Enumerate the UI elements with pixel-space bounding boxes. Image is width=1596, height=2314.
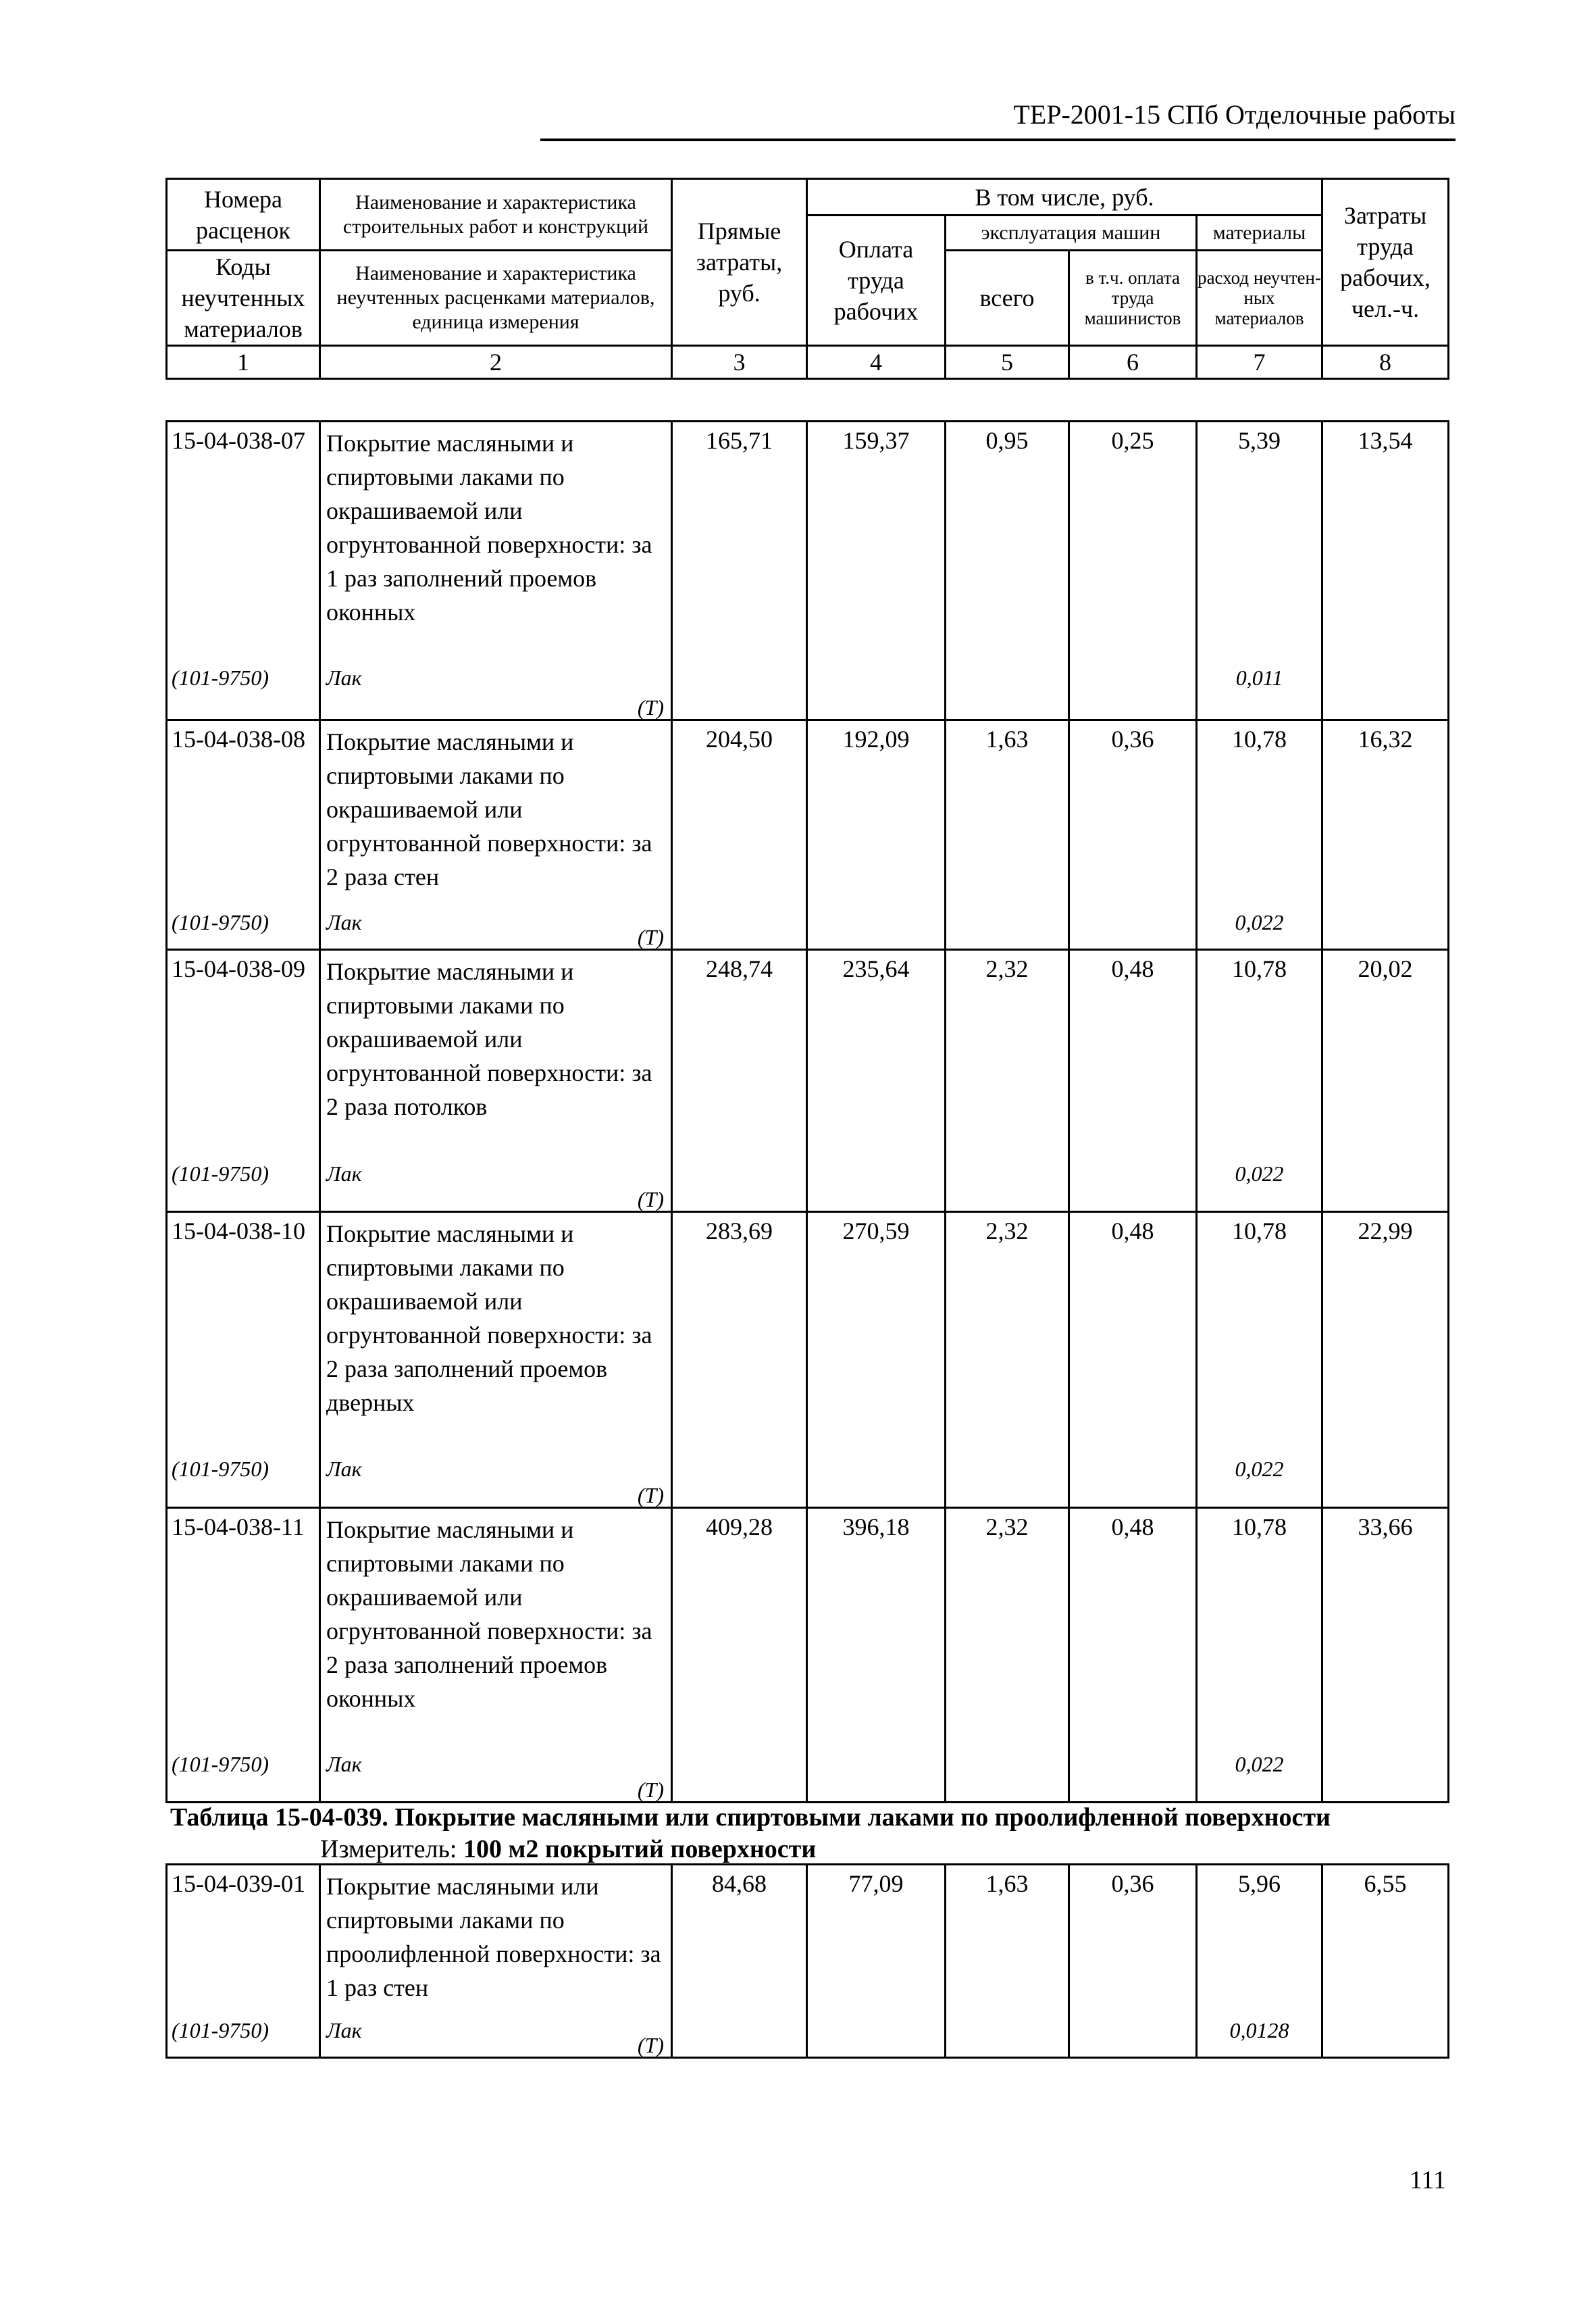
document-header-title: ТЕР-2001-15 СПб Отделочные работы bbox=[1013, 99, 1456, 130]
col-number: 5 bbox=[946, 346, 1069, 379]
measure-value: 100 м2 покрытий поверхности bbox=[463, 1835, 817, 1863]
col-header-unaccounted-materials: расход неучтен-ных материалов bbox=[1197, 251, 1322, 346]
material-row bbox=[167, 638, 1449, 720]
labor-hours: 22,99 bbox=[1322, 1212, 1449, 1432]
material-name-text: Лак bbox=[326, 2017, 362, 2042]
material-name bbox=[320, 638, 672, 720]
col-header-machinist-pay: в т.ч. оплата труда машинистов bbox=[1069, 251, 1197, 346]
material-quantity: 0,022 bbox=[1197, 1138, 1322, 1212]
labor-pay: 192,09 bbox=[807, 720, 946, 897]
labor-hours: 20,02 bbox=[1322, 950, 1449, 1138]
material-row bbox=[167, 1432, 1449, 1508]
col-header-name-top: Наименование и характеристика строительных работ и конструкций bbox=[320, 179, 672, 251]
column-header-table bbox=[165, 178, 1449, 380]
labor-pay: 235,64 bbox=[807, 950, 946, 1138]
rates-table bbox=[165, 420, 1449, 1803]
material-name bbox=[320, 1728, 672, 1803]
material-code: (101-9750) bbox=[167, 1138, 320, 1212]
direct-costs: 84,68 bbox=[672, 1865, 807, 2005]
labor-pay: 396,18 bbox=[807, 1508, 946, 1728]
labor-hours: 16,32 bbox=[1322, 720, 1449, 897]
machinist-pay: 0,48 bbox=[1069, 950, 1197, 1138]
labor-pay: 159,37 bbox=[807, 422, 946, 638]
material-row bbox=[167, 1138, 1449, 1212]
material-code: (101-9750) bbox=[167, 897, 320, 950]
direct-costs: 283,69 bbox=[672, 1212, 807, 1432]
col-header-labor-pay: Оплата труда рабочих bbox=[807, 216, 946, 346]
col-header-labor-hours: Затраты труда рабочих, чел.-ч. bbox=[1322, 179, 1449, 346]
material-unit: (Т) bbox=[637, 1187, 664, 1211]
materials-cost: 10,78 bbox=[1197, 1212, 1322, 1432]
machines-total: 1,63 bbox=[946, 720, 1069, 897]
material-unit: (Т) bbox=[637, 925, 664, 949]
direct-costs: 165,71 bbox=[672, 422, 807, 638]
machines-total: 2,32 bbox=[946, 1508, 1069, 1728]
direct-costs: 204,50 bbox=[672, 720, 807, 897]
material-code: (101-9750) bbox=[167, 2005, 320, 2057]
table-row bbox=[167, 1508, 1449, 1728]
direct-costs: 248,74 bbox=[672, 950, 807, 1138]
col-number: 7 bbox=[1197, 346, 1322, 379]
col-header-machines-total: всего bbox=[946, 251, 1069, 346]
material-unit: (Т) bbox=[637, 1483, 664, 1507]
material-code: (101-9750) bbox=[167, 1728, 320, 1803]
rate-description: Покрытие масляными и спиртовыми лаками по окрашиваемой или огрунтованной поверхности: за 1 раз заполнений проемов оконных bbox=[320, 422, 672, 638]
table-row bbox=[167, 422, 1449, 638]
labor-pay: 77,09 bbox=[807, 1865, 946, 2005]
table-caption: Таблица 15-04-039. Покрытие масляными или спиртовыми лаками по проолифленной поверхности bbox=[170, 1803, 1331, 1832]
labor-hours: 33,66 bbox=[1322, 1508, 1449, 1728]
col-number: 6 bbox=[1069, 346, 1197, 379]
rate-code: 15-04-038-10 bbox=[167, 1212, 320, 1432]
rates-table-039 bbox=[165, 1863, 1449, 2059]
col-number: 8 bbox=[1322, 346, 1449, 379]
col-header-codes-bottom: Коды неучтенных материалов bbox=[167, 251, 320, 346]
material-name-text: Лак bbox=[326, 1161, 362, 1186]
rate-code: 15-04-038-07 bbox=[167, 422, 320, 638]
rate-description: Покрытие масляными и спиртовыми лаками по окрашиваемой или огрунтованной поверхности: за 2 раза потолков bbox=[320, 950, 672, 1138]
material-name bbox=[320, 1138, 672, 1212]
machinist-pay: 0,36 bbox=[1069, 1865, 1197, 2005]
materials-cost: 5,39 bbox=[1197, 422, 1322, 638]
col-number: 2 bbox=[320, 346, 672, 379]
table-row bbox=[167, 1865, 1449, 2005]
header-rule bbox=[540, 139, 1456, 141]
material-quantity: 0,011 bbox=[1197, 638, 1322, 720]
materials-cost: 10,78 bbox=[1197, 720, 1322, 897]
material-unit: (Т) bbox=[637, 1778, 664, 1802]
materials-cost: 10,78 bbox=[1197, 950, 1322, 1138]
machinist-pay: 0,25 bbox=[1069, 422, 1197, 638]
materials-cost: 5,96 bbox=[1197, 1865, 1322, 2005]
rate-description: Покрытие масляными или спиртовыми лаками по проолифленной поверхности: за 1 раз стен bbox=[320, 1865, 672, 2005]
machines-total: 1,63 bbox=[946, 1865, 1069, 2005]
col-number: 4 bbox=[807, 346, 946, 379]
page-number: 111 bbox=[1409, 2166, 1446, 2194]
table-row bbox=[167, 720, 1449, 897]
material-name-text: Лак bbox=[326, 1457, 362, 1482]
material-quantity: 0,0128 bbox=[1197, 2005, 1322, 2057]
material-unit: (Т) bbox=[637, 2032, 664, 2057]
material-name bbox=[320, 897, 672, 950]
material-name bbox=[320, 1432, 672, 1508]
machines-total: 2,32 bbox=[946, 950, 1069, 1138]
rate-code: 15-04-038-08 bbox=[167, 720, 320, 897]
col-header-codes-top: Номера расценок bbox=[167, 179, 320, 251]
measure-line bbox=[320, 1834, 816, 1864]
machinist-pay: 0,36 bbox=[1069, 720, 1197, 897]
rate-code: 15-04-038-09 bbox=[167, 950, 320, 1138]
measure-label: Измеритель: bbox=[320, 1835, 457, 1863]
rate-code: 15-04-038-11 bbox=[167, 1508, 320, 1728]
material-code: (101-9750) bbox=[167, 1432, 320, 1508]
rate-code: 15-04-039-01 bbox=[167, 1865, 320, 2005]
col-header-direct-costs: Прямые затраты, руб. bbox=[672, 179, 807, 346]
rate-description: Покрытие масляными и спиртовыми лаками по окрашиваемой или огрунтованной поверхности: за 2 раза стен bbox=[320, 720, 672, 897]
material-row bbox=[167, 1728, 1449, 1803]
material-code: (101-9750) bbox=[167, 638, 320, 720]
material-unit: (Т) bbox=[637, 695, 664, 720]
col-header-including: В том числе, руб. bbox=[807, 179, 1322, 216]
rate-description: Покрытие масляными и спиртовыми лаками по окрашиваемой или огрунтованной поверхности: за 2 раза заполнений проемов оконных bbox=[320, 1508, 672, 1728]
material-name-text: Лак bbox=[326, 665, 362, 690]
direct-costs: 409,28 bbox=[672, 1508, 807, 1728]
machines-total: 2,32 bbox=[946, 1212, 1069, 1432]
material-quantity: 0,022 bbox=[1197, 897, 1322, 950]
col-header-materials: материалы bbox=[1197, 216, 1322, 251]
labor-pay: 270,59 bbox=[807, 1212, 946, 1432]
machinist-pay: 0,48 bbox=[1069, 1212, 1197, 1432]
labor-hours: 6,55 bbox=[1322, 1865, 1449, 2005]
material-row bbox=[167, 897, 1449, 950]
material-row bbox=[167, 2005, 1449, 2057]
col-number: 1 bbox=[167, 346, 320, 379]
table-row bbox=[167, 950, 1449, 1138]
materials-cost: 10,78 bbox=[1197, 1508, 1322, 1728]
material-quantity: 0,022 bbox=[1197, 1432, 1322, 1508]
col-header-name-bottom: Наименование и характеристика неучтенных расценками материалов, единица измерения bbox=[320, 251, 672, 346]
labor-hours: 13,54 bbox=[1322, 422, 1449, 638]
material-quantity: 0,022 bbox=[1197, 1728, 1322, 1803]
col-header-machines: эксплуатация машин bbox=[946, 216, 1197, 251]
material-name-text: Лак bbox=[326, 910, 362, 935]
material-name-text: Лак bbox=[326, 1752, 362, 1777]
material-name bbox=[320, 2005, 672, 2057]
rate-description: Покрытие масляными и спиртовыми лаками по окрашиваемой или огрунтованной поверхности: за 2 раза заполнений проемов дверных bbox=[320, 1212, 672, 1432]
col-number: 3 bbox=[672, 346, 807, 379]
machines-total: 0,95 bbox=[946, 422, 1069, 638]
table-row bbox=[167, 1212, 1449, 1432]
machinist-pay: 0,48 bbox=[1069, 1508, 1197, 1728]
